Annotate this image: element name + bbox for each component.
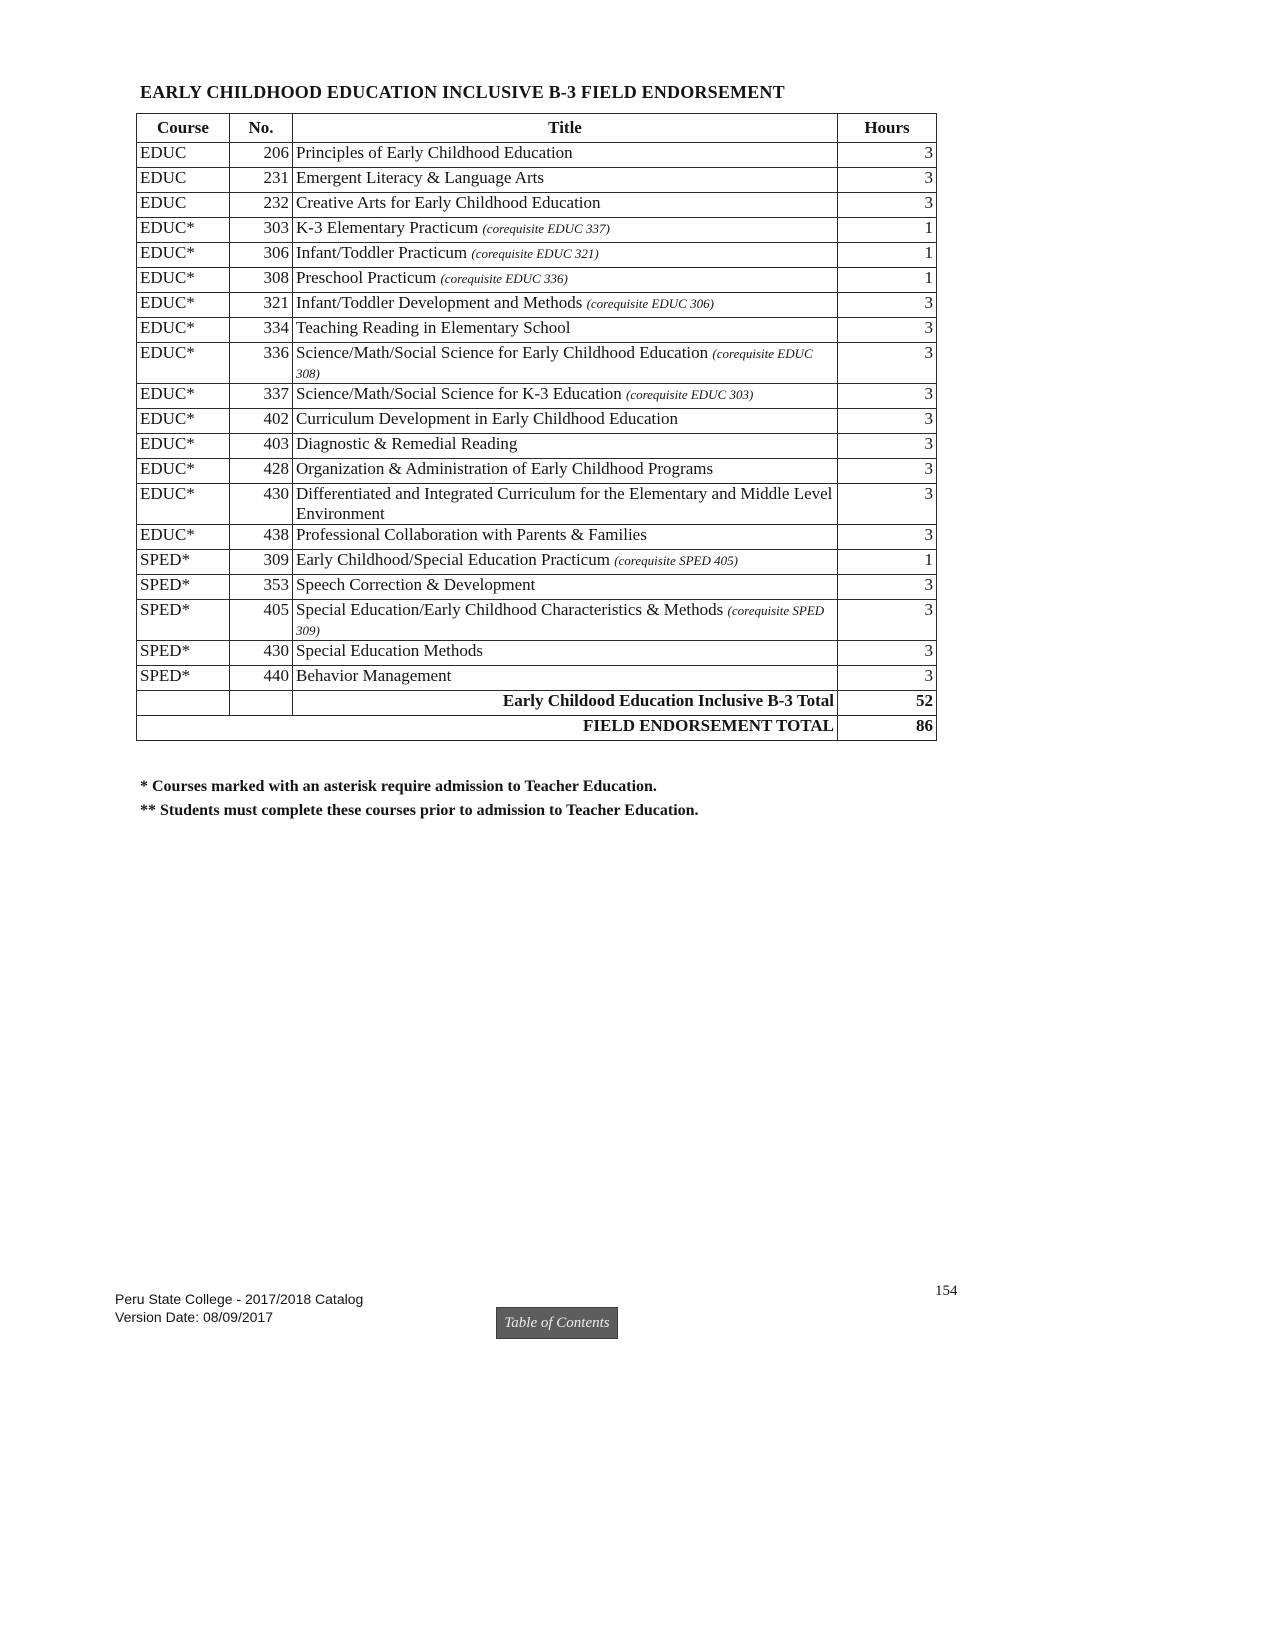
course-title: Organization & Administration of Early Childhood Programs (296, 459, 714, 478)
header-no: No. (230, 114, 293, 143)
corequisite-note: (corequisite EDUC 337) (482, 221, 610, 236)
course-hours-cell: 1 (838, 243, 937, 268)
course-title: Science/Math/Social Science for Early Childhood Education (296, 343, 709, 362)
course-number-cell: 428 (230, 459, 293, 484)
table-row (137, 484, 937, 525)
course-number-cell: 334 (230, 318, 293, 343)
footnotes (140, 778, 699, 826)
corequisite-note: (corequisite EDUC 321) (471, 246, 599, 261)
course-title: Professional Collaboration with Parents & Families (296, 525, 647, 544)
course-number-cell: 308 (230, 268, 293, 293)
corequisite-note: (corequisite EDUC 303) (625, 387, 754, 402)
table-of-contents-button[interactable]: Table of Contents (496, 1307, 618, 1339)
course-number-cell: 403 (230, 434, 293, 459)
course-number-cell: 430 (230, 484, 293, 525)
course-code-cell: SPED* (137, 666, 230, 691)
course-title: Infant/Toddler Practicum (296, 243, 468, 262)
course-number-cell: 303 (230, 218, 293, 243)
table-row (137, 434, 937, 459)
course-hours-cell: 3 (838, 409, 937, 434)
course-title-cell (293, 343, 838, 384)
course-title-cell (293, 384, 838, 409)
course-hours-cell: 1 (838, 550, 937, 575)
table-row (137, 600, 937, 641)
course-title-cell (293, 168, 838, 193)
course-code-cell: SPED* (137, 600, 230, 641)
footer-catalog: Peru State College - 2017/2018 Catalog (115, 1291, 364, 1307)
grand-total-label: FIELD ENDORSEMENT TOTAL (137, 716, 838, 741)
table-row (137, 666, 937, 691)
corequisite-note: (corequisite SPED 309) (296, 603, 825, 638)
table-row (137, 550, 937, 575)
subtotal-label: Early Childood Education Inclusive B-3 Total (293, 691, 838, 716)
course-number-cell: 321 (230, 293, 293, 318)
course-code-cell: SPED* (137, 575, 230, 600)
course-code-cell: EDUC* (137, 434, 230, 459)
course-number-cell: 309 (230, 550, 293, 575)
subtotal-hours: 52 (838, 691, 937, 716)
course-title: Early Childhood/Special Education Practicum (296, 550, 610, 569)
page-number: 154 (935, 1283, 958, 1299)
course-hours-cell: 3 (838, 434, 937, 459)
course-title-cell (293, 318, 838, 343)
corequisite-note: (corequisite EDUC 308) (296, 346, 813, 381)
course-title-cell (293, 575, 838, 600)
course-title-cell (293, 550, 838, 575)
table-body (137, 143, 937, 741)
course-title: Differentiated and Integrated Curriculum for the Elementary and Middle Level Environment (296, 484, 833, 523)
course-hours-cell: 3 (838, 459, 937, 484)
footer-version: Version Date: 08/09/2017 (115, 1309, 274, 1325)
course-title: K-3 Elementary Practicum (296, 218, 479, 237)
course-number-cell: 440 (230, 666, 293, 691)
course-hours-cell: 3 (838, 168, 937, 193)
table-row (137, 268, 937, 293)
course-number-cell: 353 (230, 575, 293, 600)
course-code-cell: EDUC* (137, 293, 230, 318)
course-title: Teaching Reading in Elementary School (296, 318, 571, 337)
table-row (137, 318, 937, 343)
course-title-cell (293, 243, 838, 268)
course-code-cell: EDUC (137, 193, 230, 218)
course-title: Preschool Practicum (296, 268, 437, 287)
grand-total-row (137, 716, 937, 741)
table-row (137, 575, 937, 600)
course-hours-cell: 3 (838, 293, 937, 318)
course-hours-cell: 1 (838, 268, 937, 293)
course-title-cell (293, 143, 838, 168)
table-row (137, 293, 937, 318)
course-hours-cell: 3 (838, 666, 937, 691)
course-code-cell: EDUC* (137, 384, 230, 409)
course-code-cell: EDUC (137, 143, 230, 168)
course-code-cell: SPED* (137, 550, 230, 575)
course-hours-cell: 3 (838, 384, 937, 409)
table-row (137, 525, 937, 550)
course-code-cell: SPED* (137, 641, 230, 666)
corequisite-note: (corequisite EDUC 306) (586, 296, 714, 311)
subtotal-row (137, 691, 937, 716)
course-title-cell (293, 484, 838, 525)
course-code-cell: EDUC* (137, 409, 230, 434)
empty-cell (230, 691, 293, 716)
course-number-cell: 430 (230, 641, 293, 666)
course-title: Special Education Methods (296, 641, 483, 660)
course-hours-cell: 3 (838, 343, 937, 384)
course-title: Curriculum Development in Early Childhood Education (296, 409, 678, 428)
course-hours-cell: 3 (838, 193, 937, 218)
course-code-cell: EDUC* (137, 343, 230, 384)
course-title: Creative Arts for Early Childhood Education (296, 193, 601, 212)
course-hours-cell: 3 (838, 143, 937, 168)
course-number-cell: 405 (230, 600, 293, 641)
course-title-cell (293, 600, 838, 641)
course-number-cell: 206 (230, 143, 293, 168)
course-title-cell (293, 666, 838, 691)
course-code-cell: EDUC* (137, 218, 230, 243)
course-hours-cell: 3 (838, 641, 937, 666)
course-title-cell (293, 525, 838, 550)
course-title: Principles of Early Childhood Education (296, 143, 573, 162)
course-title-cell (293, 641, 838, 666)
course-number-cell: 402 (230, 409, 293, 434)
header-title: Title (293, 114, 838, 143)
course-title: Infant/Toddler Development and Methods (296, 293, 583, 312)
table-row (137, 143, 937, 168)
course-hours-cell: 1 (838, 218, 937, 243)
course-table (136, 113, 937, 741)
course-title-cell (293, 268, 838, 293)
table-row (137, 243, 937, 268)
course-hours-cell: 3 (838, 318, 937, 343)
course-title: Emergent Literacy & Language Arts (296, 168, 544, 187)
course-code-cell: EDUC* (137, 243, 230, 268)
course-title-cell (293, 434, 838, 459)
course-title: Speech Correction & Development (296, 575, 536, 594)
course-title: Special Education/Early Childhood Characteristics & Methods (296, 600, 724, 619)
course-number-cell: 336 (230, 343, 293, 384)
course-hours-cell: 3 (838, 575, 937, 600)
course-number-cell: 337 (230, 384, 293, 409)
course-code-cell: EDUC* (137, 318, 230, 343)
header-course: Course (137, 114, 230, 143)
course-title-cell (293, 409, 838, 434)
course-title-cell (293, 218, 838, 243)
course-title-cell (293, 193, 838, 218)
course-number-cell: 231 (230, 168, 293, 193)
footer-info (115, 1290, 363, 1326)
table-row (137, 641, 937, 666)
course-code-cell: EDUC* (137, 268, 230, 293)
course-hours-cell: 3 (838, 600, 937, 641)
table-row (137, 168, 937, 193)
note-asterisk: * Courses marked with an asterisk require admission to Teacher Education. (140, 778, 657, 795)
table-row (137, 384, 937, 409)
table-row (137, 459, 937, 484)
course-title-cell (293, 459, 838, 484)
course-code-cell: EDUC* (137, 525, 230, 550)
course-title: Science/Math/Social Science for K-3 Education (296, 384, 622, 403)
course-number-cell: 232 (230, 193, 293, 218)
table-row (137, 343, 937, 384)
note-double-asterisk: ** Students must complete these courses prior to admission to Teacher Education. (140, 802, 699, 819)
table-row (137, 193, 937, 218)
course-hours-cell: 3 (838, 484, 937, 525)
course-code-cell: EDUC (137, 168, 230, 193)
table-row (137, 409, 937, 434)
course-code-cell: EDUC* (137, 484, 230, 525)
table-header-row (137, 114, 937, 143)
course-code-cell: EDUC* (137, 459, 230, 484)
course-hours-cell: 3 (838, 525, 937, 550)
corequisite-note: (corequisite EDUC 336) (440, 271, 568, 286)
course-title-cell (293, 293, 838, 318)
table-row (137, 218, 937, 243)
course-title: Diagnostic & Remedial Reading (296, 434, 518, 453)
corequisite-note: (corequisite SPED 405) (614, 553, 738, 568)
header-hours: Hours (838, 114, 937, 143)
course-number-cell: 438 (230, 525, 293, 550)
page-title: EARLY CHILDHOOD EDUCATION INCLUSIVE B-3 FIELD ENDORSEMENT (140, 82, 785, 102)
course-title: Behavior Management (296, 666, 452, 685)
course-number-cell: 306 (230, 243, 293, 268)
empty-cell (137, 691, 230, 716)
grand-total-hours: 86 (838, 716, 937, 741)
